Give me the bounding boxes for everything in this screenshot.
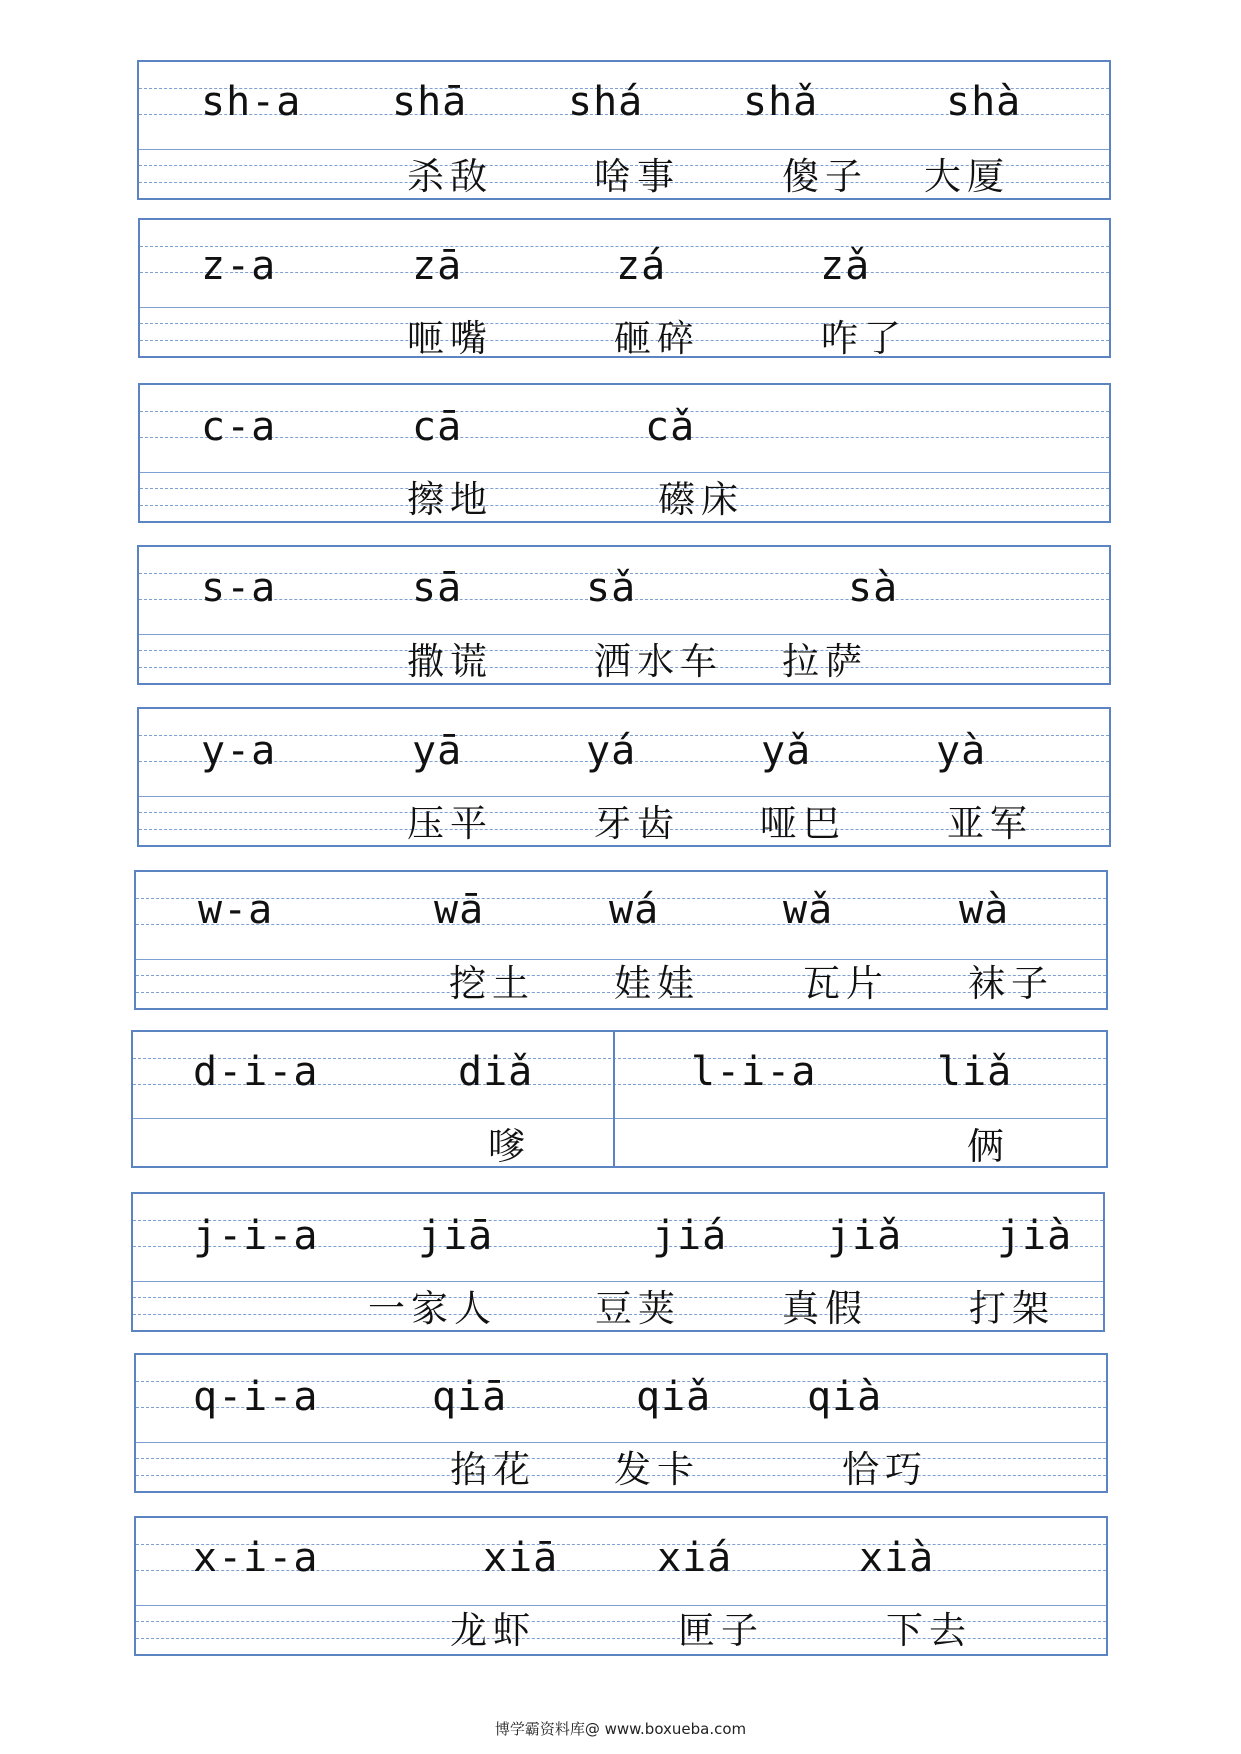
tone-4: yà — [936, 728, 987, 774]
tone-right: liǎ — [937, 1049, 1013, 1095]
tone-2: xiá — [657, 1535, 733, 1581]
word-1: 压平 — [407, 802, 493, 845]
tone-2: yá — [586, 728, 637, 774]
word-2: 匣子 — [678, 1609, 764, 1652]
tone-3: zǎ — [820, 243, 871, 289]
word-2: 砸碎 — [614, 317, 700, 360]
tone-3: qià — [807, 1374, 883, 1420]
syllable-label: s-a — [201, 565, 277, 611]
word-4: 袜子 — [968, 962, 1054, 1005]
tone-4: wà — [959, 887, 1010, 933]
word-4: 大厦 — [924, 155, 1010, 198]
tone-1: sā — [412, 565, 463, 611]
word-1: 咂嘴 — [407, 317, 493, 360]
tone-3: jiǎ — [827, 1213, 903, 1259]
word-3: 咋了 — [821, 317, 907, 360]
tone-2: shá — [568, 79, 644, 125]
row-q-i-a — [134, 1353, 1108, 1493]
row-z-a — [138, 218, 1111, 358]
word-3: 拉萨 — [782, 640, 868, 683]
tone-3: shǎ — [743, 79, 819, 125]
tone-1: shā — [392, 79, 468, 125]
syllable-label: q-i-a — [193, 1374, 319, 1420]
row-s-a — [137, 545, 1111, 685]
syllable-label: j-i-a — [193, 1213, 319, 1259]
word-3: 真假 — [782, 1287, 868, 1330]
tone-1: zā — [412, 243, 463, 289]
syllable-label: z-a — [201, 243, 277, 289]
row-d-i-a-l-i-a — [131, 1030, 1108, 1168]
word-3: 下去 — [886, 1609, 972, 1652]
tone-1: wā — [434, 887, 485, 933]
tone-4: shà — [946, 79, 1022, 125]
syllable-label-left: d-i-a — [193, 1049, 319, 1095]
tone-3: sà — [848, 565, 899, 611]
tone-3: xià — [859, 1535, 935, 1581]
word-3: 瓦片 — [803, 962, 889, 1005]
row-w-a — [134, 870, 1108, 1010]
syllable-label: y-a — [201, 728, 277, 774]
word-2: 牙齿 — [594, 802, 680, 845]
word-2: 洒水车 — [594, 640, 723, 683]
word-4: 亚军 — [947, 802, 1033, 845]
tone-2: jiá — [652, 1213, 728, 1259]
word-1: 挖土 — [449, 962, 535, 1005]
word-1: 龙虾 — [450, 1609, 536, 1652]
tone-2: qiǎ — [636, 1374, 712, 1420]
word-right: 俩 — [967, 1125, 1010, 1168]
row-c-a — [138, 383, 1111, 523]
tone-1: cā — [412, 404, 463, 450]
word-1: 一家人 — [368, 1287, 497, 1330]
syllable-label: x-i-a — [193, 1535, 319, 1581]
tone-1: jiā — [418, 1213, 494, 1259]
word-2: 发卡 — [614, 1448, 700, 1491]
tone-4: jià — [997, 1213, 1073, 1259]
word-2: 礤床 — [658, 478, 744, 521]
word-2: 娃娃 — [614, 962, 700, 1005]
syllable-label-right: l-i-a — [691, 1049, 817, 1095]
word-2: 豆荚 — [595, 1287, 681, 1330]
tone-2: sǎ — [586, 565, 637, 611]
tone-2: zá — [616, 243, 667, 289]
word-3: 哑巴 — [760, 802, 846, 845]
tone-2: wá — [609, 887, 660, 933]
row-x-i-a — [134, 1516, 1108, 1656]
word-1: 擦地 — [407, 478, 493, 521]
tone-1: xiā — [483, 1535, 559, 1581]
tone-1: qiā — [432, 1374, 508, 1420]
word-1: 掐花 — [450, 1448, 536, 1491]
word-1: 杀敌 — [407, 155, 493, 198]
syllable-label: sh-a — [201, 79, 302, 125]
word-2: 啥事 — [594, 155, 680, 198]
tone-3: wǎ — [783, 887, 834, 933]
row-sh-a — [137, 60, 1111, 200]
row-j-i-a — [131, 1192, 1105, 1332]
tone-2: cǎ — [645, 404, 696, 450]
word-left: 嗲 — [488, 1125, 531, 1168]
syllable-label: w-a — [198, 887, 274, 933]
word-3: 傻子 — [782, 155, 868, 198]
tone-1: yā — [412, 728, 463, 774]
tone-left: diǎ — [458, 1049, 534, 1095]
footer-watermark: 博学霸资料库@ www.boxueba.com — [494, 1720, 747, 1738]
syllable-label: c-a — [201, 404, 277, 450]
word-4: 打架 — [969, 1287, 1055, 1330]
word-3: 恰巧 — [842, 1448, 928, 1491]
tone-3: yǎ — [761, 728, 812, 774]
word-1: 撒谎 — [407, 640, 493, 683]
row-y-a — [137, 707, 1111, 847]
